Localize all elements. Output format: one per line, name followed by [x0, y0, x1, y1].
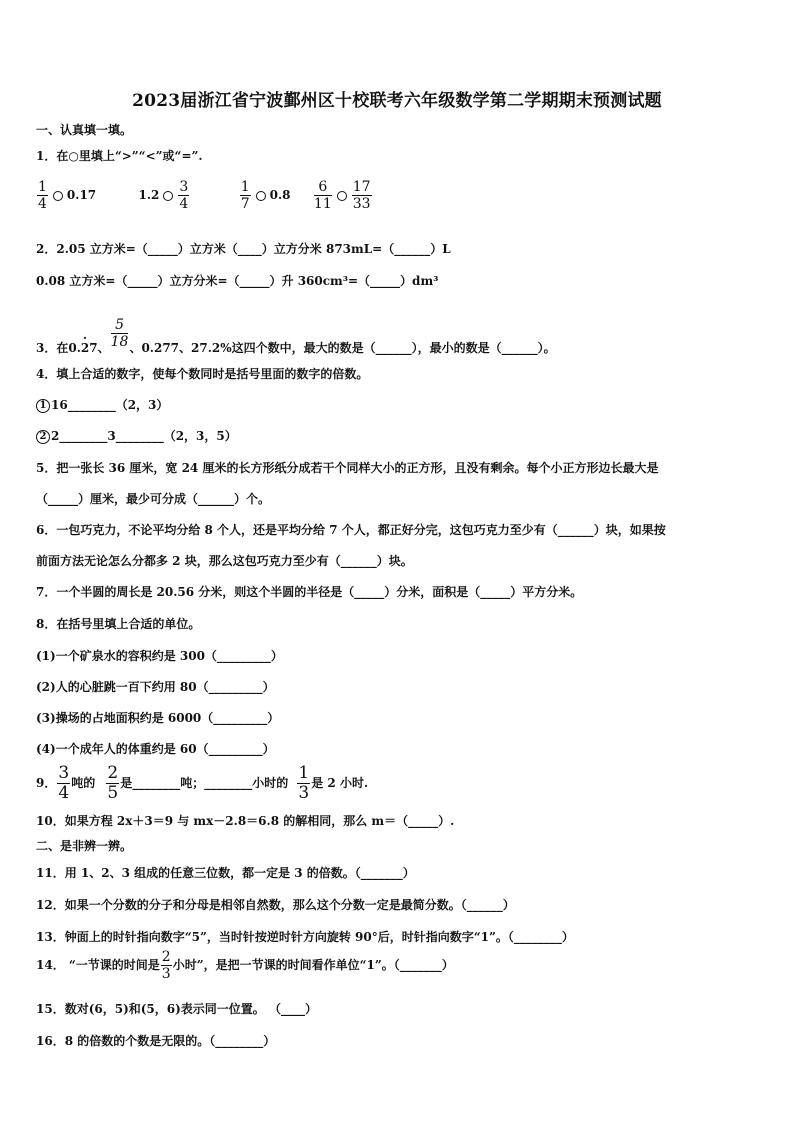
question-12: 12．如果一个分数的分子和分母是相邻自然数，那么这个分数一定是最简分数。（______）: [36, 898, 515, 912]
question-8-item: (2)人的心脏跳一百下约用 80（_________）: [36, 680, 275, 694]
fraction: $\frac{2}{5}$: [107, 763, 119, 803]
fraction: $\frac{5}{18}$: [110, 317, 129, 350]
question-3: 3．在0.· 27、 $\frac{5}{18}$ 、0.277、27.2%这四个数中，最大的数是（______），最小的数是（______）。: [36, 318, 556, 356]
question-5-line-1: 5．把一张长 36 厘米，宽 24 厘米的长方形纸分成若干个同样大小的正方形，且没有剩余。每个小正方形边长最大是: [36, 461, 659, 475]
question-14: 14． “一节课的时间是 $\frac{2}{3}$ 小时”，是把一节课的时间看作单位“1”。（_______）: [36, 949, 454, 982]
question-4-item-a: 1 16________（2，3）: [36, 396, 168, 413]
fraction: $\frac{2}{3}$: [161, 949, 171, 982]
question-15: 15．数对(6，5)和(5，6)表示同一位置。 （____）: [36, 1002, 317, 1016]
question-2-line-2: 0.08 立方米=（_____）立方分米=（_____）升 360cm³=（_____）dm³: [36, 274, 439, 288]
repeating-decimal: · 27: [81, 341, 98, 355]
circled-number: 1: [36, 399, 50, 413]
question-1: 1．在○里填上“>”“<”或“=”.: [36, 149, 203, 163]
question-1-items: $\frac{1}{4}$ 0.17 1.2 $\frac{3}{4}$ $\frac{1}{7}$ 0.8 $\frac{6}{11}$ $\frac{17}{33}$: [38, 179, 371, 212]
question-6-line-2: 前面方法无论怎么分都多 2 块，那么这包巧克力至少有（______）块。: [36, 554, 413, 568]
question-13: 13．钟面上的时针指向数字“5”，当时针按逆时针方向旋转 90°后，时针指向数字“1”。（________）: [36, 930, 574, 944]
question-8-item: (1)一个矿泉水的容积约是 300（_________）: [36, 649, 283, 663]
question-11: 11．用 1、2、3 组成的任意三位数，都一定是 3 的倍数。（_______）: [36, 866, 415, 880]
question-16: 16．8 的倍数的个数是无限的。（________）: [36, 1034, 276, 1048]
question-4: 4．填上合适的数字，使每个数同时是括号里面的数字的倍数。: [36, 367, 369, 381]
fraction: $\frac{17}{33}$: [352, 179, 371, 212]
fraction: $\frac{3}{4}$: [58, 763, 70, 803]
compare-circle[interactable]: [53, 191, 63, 201]
question-8-item: (4)一个成年人的体重约是 60（_________）: [36, 742, 275, 756]
fraction: $\frac{1}{4}$: [38, 179, 47, 212]
circled-number: 2: [36, 430, 50, 444]
question-8-item: (3)操场的占地面积约是 6000（_________）: [36, 711, 280, 725]
question-10: 10．如果方程 2x＋3＝9 与 mx－2.8＝6.8 的解相同，那么 m＝（_____）.: [36, 814, 455, 828]
compare-circle[interactable]: [337, 191, 347, 201]
question-7: 7．一个半圆的周长是 20.56 分米，则这个半圆的半径是（_____）分米，面积是（_____）平方分米。: [36, 585, 583, 599]
question-4-item-b: 2 2________3________（2，3，5）: [36, 427, 237, 444]
question-2-line-1: 2．2.05 立方米=（_____）立方米（____）立方分米 873mL=（______）L: [36, 242, 451, 256]
question-6-line-1: 6．一包巧克力，不论平均分给 8 个人，还是平均分给 7 个人，都正好分完，这包巧克力至少有（______）块，如果按: [36, 523, 666, 537]
section-heading-2: 二、是非辨一辨。: [36, 839, 133, 853]
question-8: 8．在括号里填上合适的单位。: [36, 617, 201, 631]
fraction: $\frac{6}{11}$: [313, 179, 332, 212]
compare-circle[interactable]: [256, 191, 266, 201]
fraction: $\frac{1}{3}$: [298, 763, 310, 803]
fraction: $\frac{3}{4}$: [179, 179, 189, 212]
question-5-line-2: （_____）厘米，最少可分成（______）个。: [36, 492, 271, 506]
question-9: 9． $\frac{3}{4}$ 吨的 $\frac{2}{5}$ 是________吨；________小时的 $\frac{1}{3}$ 是 2 小时.: [36, 763, 369, 803]
page-title: 2023届浙江省宁波鄞州区十校联考六年级数学第二学期期末预测试题: [132, 91, 662, 111]
compare-circle[interactable]: [163, 191, 173, 201]
section-heading-1: 一、认真填一填。: [36, 123, 133, 137]
fraction: $\frac{1}{7}$: [240, 179, 250, 212]
